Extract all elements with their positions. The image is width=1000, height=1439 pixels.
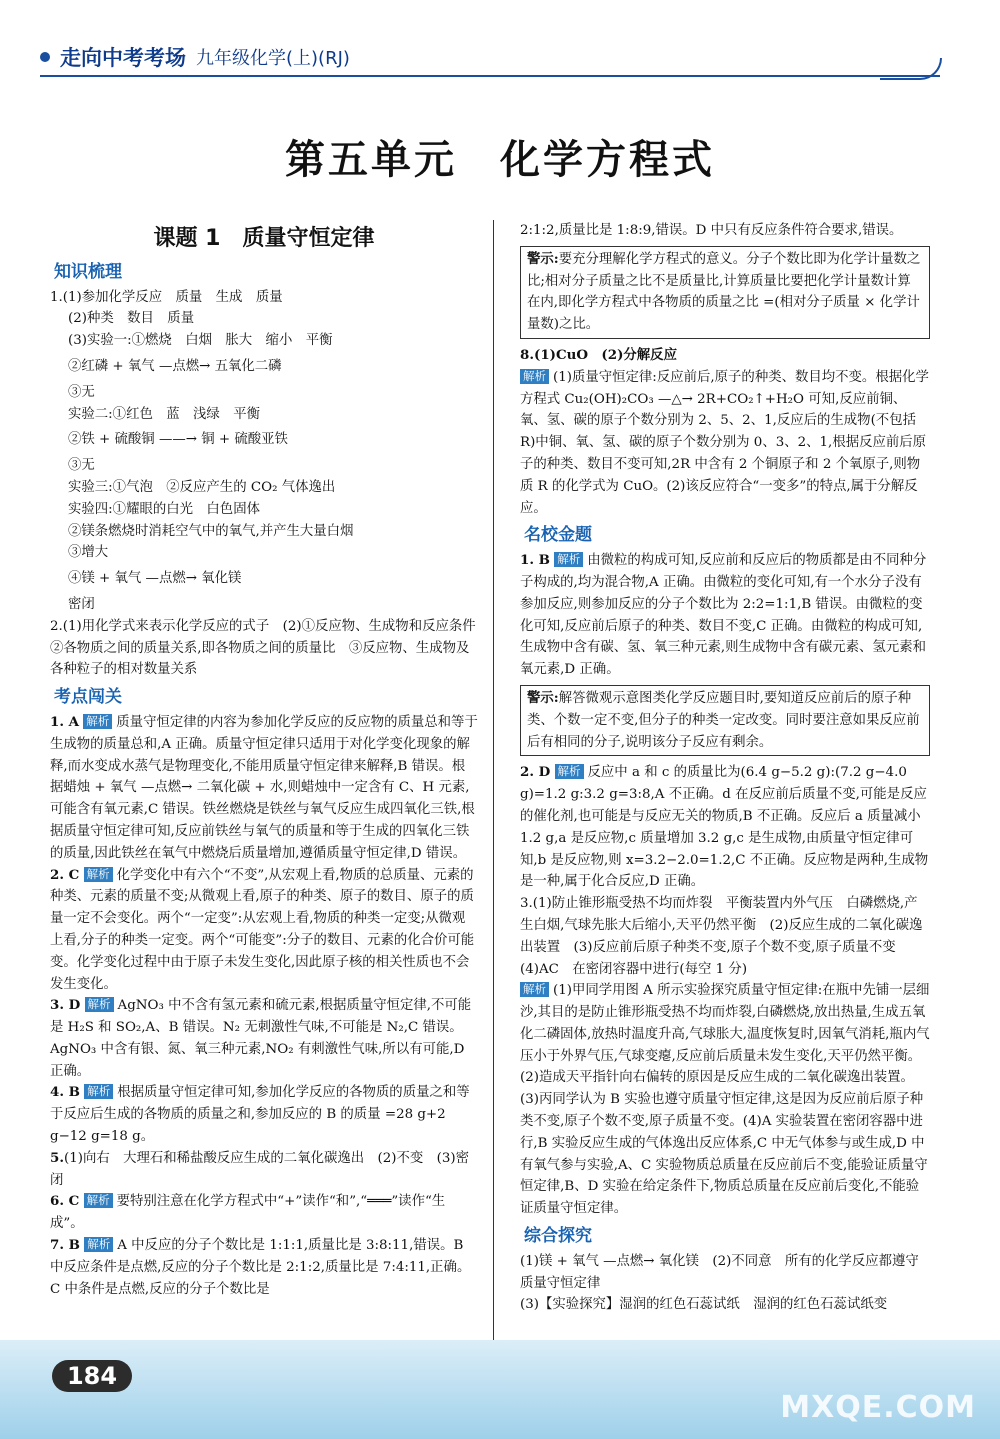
lesson-title: 课题 1 质量守恒定律 [153,226,375,251]
comprehensive-line: (1)镁 + 氧气 —点燃→ 氧化镁 (2)不同意 所有的化学反应都遵守质量守恒定律 [520,1253,919,1291]
answer-item: 6. C 解析 要特别注意在化学方程式中“+”读作“和”,“═══”读作“生成”。 [50,1193,446,1232]
knowledge-line: ②铁 + 硫酸铜 ——→ 铜 + 硫酸亚铁 [68,432,288,448]
warning-label: 警示: [527,250,559,267]
continued-text: 2:1:2,质量比是 1:8:9,错误。D 中只有反应条件符合要求,错误。 [520,223,903,238]
analysis-tag: 解析 [83,714,112,729]
knowledge-line: 实验二:①红色 蓝 浅绿 平衡 [68,406,260,422]
answer-item: 4. B 解析 根据质量守恒定律可知,参加化学反应的各物质的质量之和等于反应后生成的各物质的质量之和,参加反应的 B 的质量 =28 g+2 g−12 g=18 g。 [50,1084,470,1145]
knowledge-line: 实验三:①气泡 ②反应产生的 CO₂ 气体逸出 [68,479,336,495]
warning-box [520,685,930,756]
analysis-tag: 解析 [84,1084,113,1099]
unit-title: 第五单元 化学方程式 [285,137,715,183]
warning-text: 解答微观示意图类化学反应题目时,要知道反应前后的原子种类、个数一定不变,但分子的种类一定改变。同时要注意如果反应前后有相同的分子,说明该分子反应有剩余。 [527,690,920,750]
column-divider [493,220,494,1345]
page-number: 184 [52,1360,132,1392]
bullet-dot-icon [40,52,50,62]
answer-8-analysis: 解析 (1)质量守恒定律:反应前后,原子的种类、数目均不变。根据化学方程式 Cu₂(OH)₂CO₃ —△→ 2R+CO₂↑+H₂O 可知,反应前铜、氧、氢、碳的原子个数分别为 2、5、2、1,反应后的生成物(不包括 R)中铜、氧、氢、碳的原子个数分别为 0、3、2、1,根据反应前后原子的种类、数目不变可知,2R 中含有 2 个铜原子和 2 个氧原子,则物质 R 的化学式为 CuO。(2)该反应符合“一变多”的特点,属于分解反应。 [520,368,929,516]
right-column [520,220,930,1316]
answer-3-analysis: 解析 (1)甲同学用图 A 所示实验探究质量守恒定律:在瓶中先铺一层细沙,其目的是防止锥形瓶受热不均而炸裂,白磷燃烧,放出热量,生成五氧化二磷固体,放热时温度升高,气球胀大,温度恢复时,因氧气消耗,瓶内气压小于外界气压,气球变瘪,反应前后质量未发生变化,天平仍然平衡。(2)造成天平指针向右偏转的原因是反应生成的二氧化碳逸出装置。(3)丙同学认为 B 实验也遵守质量守恒定律,这是因为反应前后原子种类不变,原子个数不变,原子质量不变。(4)A 实验装置在密闭容器中进行,B 实验反应生成的气体逸出反应体系,C 中无气体参与或生成,D 中有氧气参与实验,A、C 实验物质总质量在反应前后不变,能验证质量守恒定律,B、D 实验在给定条件下,物质总质量在反应前后变化,不能验证质量守恒定律。 [520,982,930,1217]
answer-item: 2. C 解析 化学变化中有六个“不变”,从宏观上看,物质的总质量、元素的种类、元素的质量不变;从微观上看,原子的种类、原子的数目、原子的质量一定不会变化。两个“一定变”:从宏观上看,物质的种类一定变;从微观上看,分子的种类一定变。两个“可能变”:分子的数目、元素的化合价可能变。化学变化过程中由于原子未发生变化,因此原子核的相关性质也不会发生变化。 [50,866,475,992]
section-knowledge: 知识梳理 [54,261,122,282]
section-comprehensive: 综合探究 [524,1226,592,1247]
answer-item: 5.(1)向右 大理石和稀盐酸反应生成的二氧化碳逸出 (2)不变 (3)密闭 [50,1149,470,1188]
left-column [50,220,490,1300]
analysis-tag: 解析 [84,867,113,882]
watermark-text: MXQE.COM [780,1390,976,1425]
answer-3-head: 3.(1)防止锥形瓶受热不均而炸裂 平衡装置内外气压 白磷燃烧,产生白烟,气球先胀大后缩小,天平仍然平衡 (2)反应生成的二氧化碳逸出装置 (3)反应前后原子种类不变,原子个数不变,原子质量不变 (4)AC 在密闭容器中进行(每空 1 分) [520,896,923,977]
analysis-tag: 解析 [84,1193,113,1208]
running-header [40,40,350,74]
knowledge-line: (3)实验一:①燃烧 白烟 胀大 缩小 平衡 [68,333,333,349]
knowledge-line: 实验四:①耀眼的白光 白色固体 [68,501,260,517]
analysis-tag: 解析 [84,1237,113,1252]
answer-item: 2. D 解析 反应中 a 和 c 的质量比为(6.4 g−5.2 g):(7.2 g−4.0 g)=1.2 g:3.2 g=3:8,A 不正确。d 在反应前后质量不变,可能是反应的催化剂,也可能是与反应无关的物质,B 不正确。反应后 a 质量减小 1.2 g,a 是反应物,c 质量增加 3.2 g,c 是生成物,由质量守恒定律可知,b 是反应物,则 x=3.2−2.0=1.2,C 不正确。反应物是两种,生成物是一种,属于化合反应,D 正确。 [520,764,929,890]
answer-item: 3. D 解析 AgNO₃ 中不含有氢元素和硫元素,根据质量守恒定律,不可能是 H₂S 和 SO₂,A、B 错误。N₂ 无刺激性气味,不可能是 N₂,C 错误。AgNO₃ 中含有银、氮、氧三种元素,NO₂ 有刺激性气味,所以有可能,D 正确。 [50,997,472,1079]
knowledge-line: 2.(1)用化学式来表示化学反应的式子 (2)①反应物、生成物和反应条件 ②各物质之间的质量关系,即各物质之间的质量比 ③反应物、生成物及各种粒子的相对数量关系 [50,618,490,678]
analysis-tag: 解析 [554,552,583,567]
knowledge-line: ③无 [68,458,95,474]
answer-item: 1. A 解析 质量守恒定律的内容为参加化学反应的反应物的质量总和等于生成物的质量总和,A 正确。质量守恒定律只适用于对化学变化现象的解释,而水变成水蒸气是物理变化,不能用质量守恒定律来解释,B 错误。根据蜡烛 + 氧气 —点燃→ 二氧化碳 + 水,则蜡烛中一定含有 C、H 元素,可能含有氧元素,C 错误。铁丝燃烧是铁丝与氧气反应生成四氧化三铁,根据质量守恒定律可知,反应前铁丝与氧气的质量和等于生成的四氧化三铁的质量,因此铁丝在氧气中燃烧后质量增加,遵循质量守恒定律,D 错误。 [50,713,478,861]
knowledge-line: 1.(1)参加化学反应 质量 生成 质量 [50,289,283,305]
analysis-tag: 解析 [520,982,549,997]
knowledge-line: ④镁 + 氧气 —点燃→ 氧化镁 [68,571,242,587]
section-checkpoint: 考点闯关 [54,687,122,708]
series-brand: 走向中考考场 [60,46,186,70]
warning-label: 警示: [527,689,559,706]
knowledge-line: 密闭 [68,596,95,612]
analysis-tag: 解析 [520,369,549,384]
answer-item: 1. B 解析 由微粒的构成可知,反应前和反应后的物质都是由不同种分子构成的,均为混合物,A 正确。由微粒的变化可知,有一个水分子没有参加反应,则参加反应的分子个数比为 2:2=1:1,B 错误。由微粒的变化可知,反应前后原子的种类、数目不变,C 正确。由微粒的构成可知,生成物中含有碳、氢、氧三种元素,则生成物中含有碳元素、氢元素和氧元素,D 正确。 [520,552,927,678]
comprehensive-line: (3)【实验探究】湿润的红色石蕊试纸 湿润的红色石蕊试纸变 [520,1297,888,1313]
knowledge-line: ③增大 [68,545,109,561]
analysis-tag: 解析 [85,997,114,1012]
knowledge-line: ③无 [68,384,95,400]
warning-box [520,246,930,339]
warning-text: 要充分理解化学方程式的意义。分子个数比即为化学计量数之比;相对分子质量之比不是质量比,计算质量比要把化学计量数计算在内,即化学方程式中各物质的质量之比 =(相对分子质量 × 化学计量数)之比。 [527,251,921,333]
knowledge-line: (2)种类 数目 质量 [68,311,195,327]
header-rule [40,75,940,77]
section-famous-school: 名校金题 [524,525,592,546]
analysis-tag: 解析 [555,764,584,779]
knowledge-line: ②镁条燃烧时消耗空气中的氧气,并产生大量白烟 [68,523,354,539]
answer-8-head: 8.(1)CuO (2)分解反应 [520,346,677,363]
answer-item: 7. B 解析 A 中反应的分子个数比是 1:1:1,质量比是 3:8:11,错误。B 中反应条件是点燃,反应的分子个数比是 2:1:2,质量比是 7:4:11,正确。C 中条件是点燃,反应的分子个数比是 [50,1237,471,1297]
book-subtitle: 九年级化学(上)(RJ) [196,48,350,69]
knowledge-line: ②红磷 + 氧气 —点燃→ 五氧化二磷 [68,358,282,374]
